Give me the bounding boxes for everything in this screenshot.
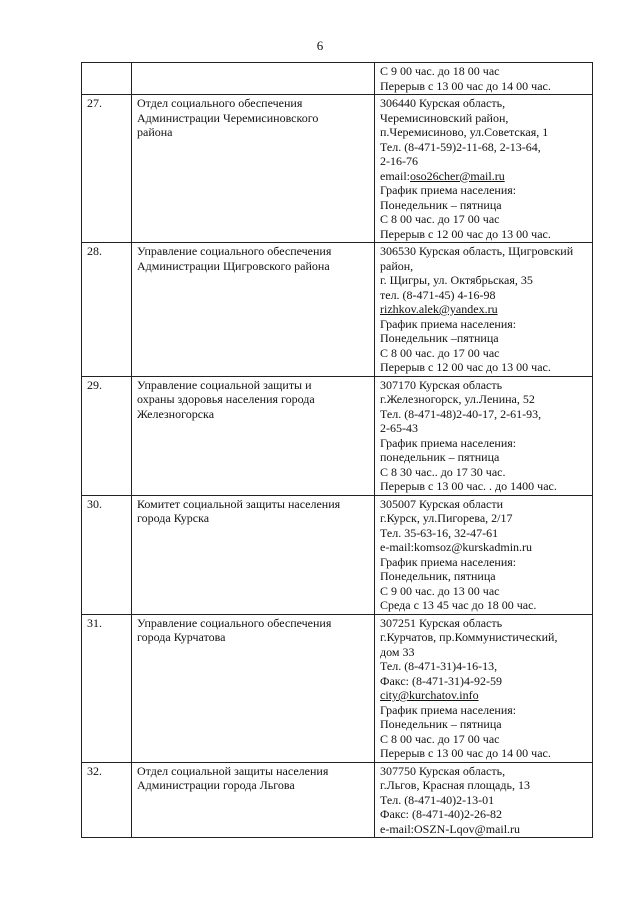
contact-cell (375, 376, 593, 495)
organization-name-line: Администрации города Льгова (137, 778, 295, 792)
contact-text: Тел. (8-471-31)4-16-13, (380, 659, 498, 673)
contact-text: 2-16-76 (380, 154, 418, 168)
contact-line (380, 140, 588, 155)
contact-text: График приема населения: (380, 435, 517, 450)
organization-cell (132, 495, 375, 614)
contact-cell (375, 762, 593, 838)
contact-line (380, 436, 588, 451)
contact-line: Перерыв с 13 00 час до 14 00 час. (380, 78, 551, 93)
contact-text: Тел. (8-471-59)2-11-68, 2-13-64, (380, 139, 541, 154)
contact-text: Тел. 35-63-16, 32-47-61 (380, 525, 499, 540)
contact-text: Среда с 13 45 час до 18 00 час. (380, 598, 537, 612)
contact-text: Факс: (8-471-40)2-26-82 (380, 807, 502, 821)
contact-text: 307251 Курская область (380, 615, 503, 630)
row-number-cell: 29. (82, 376, 132, 495)
contact-text: г.Курчатов, пр.Коммунистический, (380, 630, 558, 644)
contact-cell (375, 243, 593, 377)
contact-text: График приема населения: (380, 554, 517, 569)
contact-line (380, 421, 588, 436)
organization-name-line: района (137, 125, 173, 139)
organization-name-line: города Курска (137, 511, 210, 525)
contact-line (380, 273, 588, 288)
contact-text: 2-65-43 (380, 421, 418, 435)
contact-line (380, 511, 588, 526)
contact-text: С 8 00 час. до 17 00 час (380, 731, 500, 746)
contact-text: Перерыв с 12 00 час до 13 00 час. (380, 226, 551, 241)
contact-text: С 8 00 час. до 17 00 час (380, 345, 500, 360)
row-number-cell: 30. (82, 495, 132, 614)
contact-cell (375, 63, 593, 95)
organization-name-line: Управление социального обеспечения (137, 615, 332, 630)
contact-text: 307170 Курская область (380, 377, 503, 392)
contact-line: С 9 00 час. до 18 00 час (380, 64, 500, 78)
contact-cell (375, 495, 593, 614)
contact-text: Тел. (8-471-48)2-40-17, 2-61-93, (380, 406, 542, 421)
organization-name-line: Отдел социальной защиты населения (137, 763, 329, 778)
contact-text: тел. (8-471-45) 4-16-98 (380, 287, 496, 302)
contact-text: С 9 00 час. до 13 00 час (380, 583, 500, 598)
contact-cell (375, 95, 593, 243)
contact-text: e-mail:OSZN-Lqov@mail.ru (380, 821, 521, 836)
contact-line (380, 717, 588, 732)
contact-line (380, 450, 588, 465)
contacts-table (81, 62, 593, 838)
contact-line (380, 244, 588, 259)
contact-text: Перерыв с 13 00 час до 14 00 час. (380, 746, 551, 760)
table-row (82, 376, 593, 495)
contact-text: График приема населения: (380, 702, 517, 717)
organization-cell (132, 243, 375, 377)
table-row (82, 495, 593, 614)
table-body (82, 63, 593, 838)
organization-name-line: Управление социального обеспечения (137, 244, 332, 258)
contact-line (380, 540, 588, 555)
contact-text: п.Черемисиново, ул.Советская, 1 (380, 125, 549, 139)
contact-line (380, 96, 588, 111)
table-row (82, 243, 593, 377)
contact-text: Понедельник –пятница (380, 331, 499, 345)
contact-line (380, 688, 588, 703)
email-link[interactable]: city@kurchatov.info (380, 688, 479, 702)
contact-line (380, 764, 588, 779)
contact-text: email: (380, 168, 410, 183)
row-number-cell: 32. (82, 762, 132, 838)
contact-line (380, 526, 588, 541)
contact-line (380, 598, 588, 613)
table-row (82, 614, 593, 762)
contact-text: 306530 Курская область, Щигровский (380, 244, 574, 258)
contact-text: Понедельник – пятница (380, 197, 502, 212)
contact-line (380, 746, 588, 761)
contact-text: Факс: (8-471-31)4-92-59 (380, 673, 502, 688)
organization-cell (132, 95, 375, 243)
organization-name-line: Управление социальной защиты и (137, 377, 312, 392)
contact-line (380, 227, 588, 242)
contact-cell (375, 614, 593, 762)
organization-name-line: города Курчатова (137, 630, 226, 644)
contact-line (380, 778, 588, 793)
contact-text: Черемисиновский район, (380, 110, 509, 125)
organization-cell (132, 762, 375, 838)
row-number-cell: 28. (82, 243, 132, 377)
continuation-row (82, 63, 593, 95)
contact-line (380, 125, 588, 140)
contact-text: Понедельник, пятница (380, 569, 496, 583)
organization-cell (132, 63, 375, 95)
contact-line (380, 645, 588, 660)
contact-line (380, 822, 588, 837)
contact-text: Понедельник – пятница (380, 717, 502, 731)
organization-name-line: охраны здоровья населения города (137, 392, 315, 406)
contact-text: район, (380, 258, 414, 273)
contact-text: дом 33 (380, 644, 415, 659)
organization-cell (132, 614, 375, 762)
contact-line (380, 331, 588, 346)
contact-text: 307750 Курская область, (380, 763, 506, 778)
contact-text: Перерыв с 12 00 час до 13 00 час. (380, 360, 551, 374)
contact-text: г.Курск, ул.Пигорева, 2/17 (380, 511, 513, 525)
contact-line (380, 497, 588, 512)
contact-line (380, 360, 588, 375)
contact-line (380, 807, 588, 822)
contact-line (380, 169, 588, 184)
row-number-cell (82, 63, 132, 95)
email-link[interactable]: rizhkov.alek@yandex.ru (380, 302, 498, 316)
contact-text: График приема населения: (380, 316, 517, 331)
contact-line (380, 479, 588, 494)
contact-text: С 8 30 час.. до 17 30 час. (380, 464, 506, 479)
contact-line (380, 259, 588, 274)
contact-line (380, 288, 588, 303)
contact-text: Тел. (8-471-40)2-13-01 (380, 792, 495, 807)
contact-line (380, 732, 588, 747)
table-row (82, 95, 593, 243)
contact-text: 306440 Курская область, (380, 96, 506, 110)
contact-line (380, 659, 588, 674)
contact-line (380, 317, 588, 332)
contact-text: г. Щигры, ул. Октябрьская, 35 (380, 273, 533, 287)
organization-name-line: Комитет социальной защиты населения (137, 496, 341, 511)
organization-cell (132, 376, 375, 495)
contact-line (380, 793, 588, 808)
contact-line (380, 569, 588, 584)
contact-line (380, 407, 588, 422)
contact-line (380, 198, 588, 213)
contact-line (380, 302, 588, 317)
contact-text: e-mail:komsoz@kurskadmin.ru (380, 540, 533, 554)
contact-line (380, 584, 588, 599)
contact-line (380, 630, 588, 645)
contact-text: г.Льгов, Красная площадь, 13 (380, 778, 530, 792)
contact-line (380, 378, 588, 393)
contact-text: понедельник – пятница (380, 450, 500, 464)
contact-line (380, 183, 588, 198)
contact-text: График приема населения: (380, 183, 517, 197)
organization-name-line: Администрации Черемисиновского (137, 110, 319, 125)
row-number-cell: 31. (82, 614, 132, 762)
contact-line (380, 703, 588, 718)
contact-line (380, 346, 588, 361)
contact-line (380, 674, 588, 689)
contact-text: С 8 00 час. до 17 00 час (380, 212, 500, 226)
organization-name-line: Отдел социального обеспечения (137, 96, 303, 110)
page-number: 6 (316, 38, 324, 53)
email-link[interactable]: oso26cher@mail.ru (410, 168, 505, 183)
organization-name-line: Железногорска (137, 406, 215, 421)
contact-line (380, 616, 588, 631)
contact-line (380, 154, 588, 169)
contact-text: г.Железногорск, ул.Ленина, 52 (380, 392, 535, 406)
row-number-cell: 27. (82, 95, 132, 243)
contact-line (380, 555, 588, 570)
contact-line (380, 392, 588, 407)
table-row (82, 762, 593, 838)
contact-line (380, 465, 588, 480)
contact-line (380, 111, 588, 126)
contact-text: 305007 Курская области (380, 496, 504, 511)
contact-text: Перерыв с 13 00 час. . до 1400 час. (380, 479, 557, 493)
contact-line (380, 212, 588, 227)
organization-name-line: Администрации Щигровского района (137, 258, 330, 273)
